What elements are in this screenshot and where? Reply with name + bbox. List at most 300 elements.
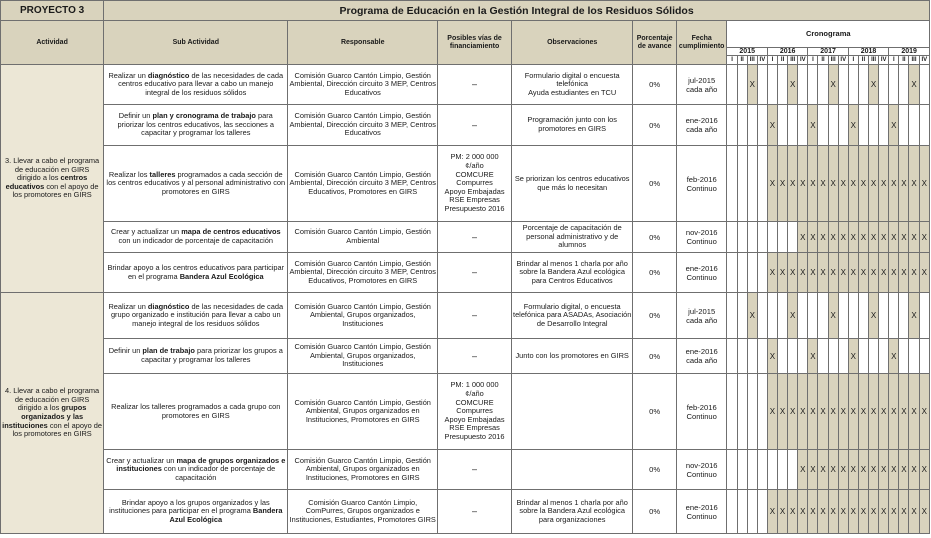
schedule-cell <box>808 65 818 105</box>
schedule-cell <box>798 65 808 105</box>
due-date-line: cada año <box>686 84 718 94</box>
schedule-mark: X <box>909 450 919 490</box>
schedule-mark: X <box>909 490 919 534</box>
observaciones-cell <box>511 374 632 450</box>
progress-percent-line: 0% <box>649 351 661 361</box>
schedule-mark: X <box>848 450 858 490</box>
due-date-line: ene-2016 <box>685 263 718 273</box>
header-responsable: Responsable <box>288 21 438 65</box>
observaciones-cell <box>511 450 632 490</box>
schedule-mark: X <box>889 253 899 293</box>
observaciones-cell-line: Formulario digital, o encuesta telefónica para ASADAs, Asociación de Desarrollo Integral <box>513 301 632 328</box>
sub-activity <box>104 253 288 293</box>
schedule-cell <box>778 105 788 146</box>
schedule-mark: X <box>909 222 919 253</box>
schedule-cell <box>727 490 737 534</box>
text-pre: 3. Llevar a cabo el programa de educación en GIRS dirigido a los <box>5 156 100 183</box>
responsable-cell-line: Comisión Guarco Cantón Limpio, Gestión Ambiental, Dirección circuito 3 MEP, Centros Educativos <box>289 111 436 138</box>
schedule-cell <box>899 339 909 374</box>
schedule-mark: X <box>838 222 848 253</box>
due-date-line: nov-2016 <box>685 228 718 237</box>
responsable-cell-line: Comisión Guarco Cantón Limpio, Gestión Ambiental, Grupos organizados en Instituciones, Promotores en GIRS <box>294 455 431 482</box>
schedule-cell <box>737 105 747 146</box>
responsable-cell-line: Comisión Guarco Cantón Limpio, Gestión Ambiental, Grupos organizados en Instituciones, Promotores en GIRS <box>294 397 431 424</box>
schedule-cell <box>757 339 767 374</box>
text-bold: grupos organizados y las instituciones <box>2 403 87 430</box>
responsable-cell <box>288 146 438 222</box>
observaciones-cell-line: Se priorizan los centros educativos que más lo necesitan <box>514 173 630 192</box>
schedule-mark: X <box>858 222 868 253</box>
financing-cell-line: – <box>472 350 478 361</box>
due-date-line: ene-2016 <box>685 116 718 125</box>
year-header: 2016 <box>767 48 807 56</box>
text-pre: Brindar apoyo a los grupos organizados y las instituciones para participar en el programa <box>109 497 270 516</box>
progress-percent <box>633 253 677 293</box>
schedule-mark: X <box>848 222 858 253</box>
progress-percent <box>633 374 677 450</box>
progress-percent <box>633 490 677 534</box>
financing-cell-line: Presupuesto 2016 <box>444 203 505 213</box>
financing-cell-line: – <box>472 506 478 517</box>
due-date-line: feb-2016 <box>686 174 717 184</box>
schedule-mark: X <box>919 374 929 450</box>
schedule-mark: X <box>899 253 909 293</box>
schedule-cell <box>778 450 788 490</box>
schedule-mark: X <box>858 374 868 450</box>
schedule-cell <box>818 105 828 146</box>
schedule-mark: X <box>869 293 879 339</box>
schedule-cell <box>899 105 909 146</box>
quarter-header: II <box>818 56 828 65</box>
schedule-mark: X <box>767 105 777 146</box>
schedule-mark: X <box>788 490 798 534</box>
schedule-cell <box>767 65 777 105</box>
schedule-cell <box>899 293 909 339</box>
progress-percent-line: 0% <box>649 311 661 320</box>
schedule-mark: X <box>909 65 919 105</box>
text-bold: plan de trabajo <box>142 346 195 356</box>
schedule-cell <box>828 339 838 374</box>
quarter-header: IV <box>879 56 889 65</box>
schedule-mark: X <box>767 146 777 222</box>
schedule-cell <box>727 293 737 339</box>
text-post: de las necesidades de cada centros educativo para llevar a cabo un manejo integral de los residuos sólidos <box>118 70 284 97</box>
schedule-cell <box>798 293 808 339</box>
schedule-cell <box>727 253 737 293</box>
schedule-mark: X <box>828 146 838 222</box>
schedule-cell <box>757 105 767 146</box>
schedule-mark: X <box>808 105 818 146</box>
schedule-mark: X <box>838 374 848 450</box>
schedule-cell <box>788 450 798 490</box>
text-pre: Definir un <box>108 346 143 356</box>
schedule-mark: X <box>808 339 818 374</box>
schedule-mark: X <box>838 490 848 534</box>
schedule-cell <box>727 222 737 253</box>
financing-cell-line: – <box>472 79 478 90</box>
quarter-header: II <box>899 56 909 65</box>
sub-activity <box>104 146 288 222</box>
table-row <box>1 253 930 293</box>
schedule-cell <box>727 105 737 146</box>
text-post: para priorizar los centros educativos, las secciones a capacitar y programar los talleres <box>117 111 275 138</box>
schedule-mark: X <box>919 490 929 534</box>
year-header: 2018 <box>848 48 888 56</box>
text-pre: Definir un <box>118 111 153 121</box>
schedule-mark: X <box>778 253 788 293</box>
schedule-cell <box>919 293 929 339</box>
quarter-header: III <box>909 56 919 65</box>
progress-percent <box>633 65 677 105</box>
schedule-cell <box>919 339 929 374</box>
schedule-cell <box>737 450 747 490</box>
observaciones-cell <box>511 105 632 146</box>
schedule-cell <box>757 146 767 222</box>
financing-cell-line: ¢/año <box>465 389 484 399</box>
schedule-cell <box>838 339 848 374</box>
schedule-cell <box>757 293 767 339</box>
due-date-line: Continuo <box>686 411 717 421</box>
due-date <box>676 374 727 450</box>
schedule-mark: X <box>879 490 889 534</box>
progress-percent-line: 0% <box>649 80 661 89</box>
schedule-cell <box>757 65 767 105</box>
schedule-cell <box>858 105 868 146</box>
schedule-mark: X <box>798 490 808 534</box>
schedule-mark: X <box>767 374 777 450</box>
schedule-cell <box>737 490 747 534</box>
schedule-mark: X <box>869 490 879 534</box>
schedule-mark: X <box>808 146 818 222</box>
year-header: 2017 <box>808 48 848 56</box>
schedule-mark: X <box>778 146 788 222</box>
financing-cell-line: Compurres <box>456 178 493 188</box>
schedule-cell <box>838 293 848 339</box>
schedule-cell <box>778 222 788 253</box>
schedule-cell <box>848 293 858 339</box>
due-date-line: ene-2016 <box>685 502 718 512</box>
schedule-mark: X <box>899 490 909 534</box>
financing-cell-line: COMCURE <box>455 397 494 407</box>
financing-cell-line: COMCURE <box>455 169 494 179</box>
schedule-cell <box>747 146 757 222</box>
schedule-mark: X <box>848 374 858 450</box>
schedule-mark: X <box>919 450 929 490</box>
responsable-cell <box>288 339 438 374</box>
schedule-cell <box>737 65 747 105</box>
due-date-line: Continuo <box>686 237 717 246</box>
observaciones-cell <box>511 490 632 534</box>
text-bold: diagnóstico <box>147 301 190 311</box>
sub-activity <box>104 490 288 534</box>
schedule-mark: X <box>889 374 899 450</box>
schedule-cell <box>838 65 848 105</box>
schedule-cell <box>919 65 929 105</box>
progress-percent <box>633 105 677 146</box>
quarter-header: IV <box>798 56 808 65</box>
header-porcentaje: Porcentaje de avance <box>633 21 677 65</box>
table-row <box>1 222 930 253</box>
progress-percent-line: 0% <box>649 268 661 277</box>
text-bold: Bandera Azul Ecológica <box>169 506 283 524</box>
schedule-cell <box>747 490 757 534</box>
schedule-cell <box>879 105 889 146</box>
progress-percent-line: 0% <box>649 507 661 516</box>
schedule-cell <box>858 65 868 105</box>
schedule-mark: X <box>788 65 798 105</box>
schedule-mark: X <box>808 374 818 450</box>
schedule-mark: X <box>838 253 848 293</box>
schedule-cell <box>737 146 747 222</box>
activity-description <box>1 293 104 534</box>
due-date-line: feb-2016 <box>686 402 717 412</box>
sub-activity <box>104 105 288 146</box>
observaciones-cell <box>511 253 632 293</box>
schedule-mark: X <box>808 490 818 534</box>
schedule-cell <box>757 374 767 450</box>
financing-cell-line: – <box>472 267 478 278</box>
schedule-mark: X <box>828 253 838 293</box>
sub-activity <box>104 65 288 105</box>
schedule-mark: X <box>889 339 899 374</box>
financing-cell-line: – <box>472 310 478 321</box>
quarter-header: I <box>848 56 858 65</box>
schedule-mark: X <box>818 146 828 222</box>
schedule-cell <box>879 339 889 374</box>
schedule-mark: X <box>828 222 838 253</box>
financing-cell-line: Apoyo Embajadas <box>444 186 505 196</box>
schedule-cell <box>788 222 798 253</box>
financing-cell-line: – <box>472 119 478 130</box>
text-bold: mapa de grupos organizados e instituciones <box>116 455 286 474</box>
quarter-header: III <box>788 56 798 65</box>
financing-cell-line: ¢/año <box>465 161 484 171</box>
table-row <box>1 374 930 450</box>
text-bold: centros educativos <box>5 173 88 191</box>
responsable-cell <box>288 253 438 293</box>
schedule-cell <box>919 105 929 146</box>
schedule-mark: X <box>828 293 838 339</box>
schedule-cell <box>778 65 788 105</box>
schedule-mark: X <box>858 490 868 534</box>
schedule-mark: X <box>798 146 808 222</box>
schedule-cell <box>727 65 737 105</box>
header-actividad: Actividad <box>1 21 104 65</box>
observaciones-cell <box>511 146 632 222</box>
observaciones-cell-line: Brindar al menos 1 charla por año sobre la Bandera Azul ecológica para Centros Educativos <box>516 258 628 285</box>
schedule-cell <box>757 222 767 253</box>
schedule-cell <box>858 293 868 339</box>
text-post: de las necesidades de cada grupo organizado e institución para llevar a cabo un manejo integral de los residuos sólidos <box>110 301 284 328</box>
text-post: con un indicador de porcentaje de capacitación <box>118 236 274 245</box>
header-vias-financiamiento: Posibles vías de financiamiento <box>438 21 512 65</box>
schedule-mark: X <box>899 450 909 490</box>
schedule-cell <box>757 450 767 490</box>
schedule-mark: X <box>869 146 879 222</box>
quarter-header: II <box>737 56 747 65</box>
table-row <box>1 105 930 146</box>
program-title: Programa de Educación en la Gestión Integral de los Residuos Sólidos <box>104 1 930 21</box>
text-bold: talleres <box>149 169 176 179</box>
table-row <box>1 65 930 105</box>
sub-activity <box>104 293 288 339</box>
schedule-cell <box>808 293 818 339</box>
schedule-mark: X <box>788 293 798 339</box>
responsable-cell-line: Comisión Guarco Cantón Limpio, Gestión Ambiental <box>294 227 431 245</box>
schedule-mark: X <box>838 450 848 490</box>
responsable-cell-line: Comisión Guarco Cantón Limpio, Gestión Ambiental, Dirección circuito 3 MEP, Centros Educativos <box>289 70 436 97</box>
observaciones-cell-line: Formulario digital o encuesta telefónica <box>524 70 620 89</box>
text-pre: Realizar los <box>108 169 150 179</box>
sub-activity <box>104 339 288 374</box>
text-pre: Crear y actualizar un <box>110 227 182 237</box>
sub-activity <box>104 450 288 490</box>
responsable-cell-line: Comisión Guarco Cantón Limpio, Gestión Ambiental, Dirección circuito 3 MEP, Centros Educativos, Promotores en GIRS <box>289 258 436 285</box>
schedule-mark: X <box>858 146 868 222</box>
schedule-mark: X <box>767 339 777 374</box>
due-date-line: cada año <box>686 315 718 325</box>
schedule-cell <box>879 65 889 105</box>
schedule-mark: X <box>828 65 838 105</box>
schedule-mark: X <box>858 253 868 293</box>
schedule-mark: X <box>869 65 879 105</box>
due-date <box>676 490 727 534</box>
quarter-header: I <box>808 56 818 65</box>
schedule-mark: X <box>879 146 889 222</box>
schedule-mark: X <box>798 374 808 450</box>
schedule-mark: X <box>788 146 798 222</box>
table-row <box>1 293 930 339</box>
schedule-cell <box>737 253 747 293</box>
schedule-mark: X <box>879 450 889 490</box>
due-date <box>676 105 727 146</box>
financing-cell <box>438 374 512 450</box>
financing-cell <box>438 293 512 339</box>
due-date-line: cada año <box>686 356 718 365</box>
progress-percent <box>633 339 677 374</box>
observaciones-cell-line: Junto con los promotores en GIRS <box>515 350 629 360</box>
due-date <box>676 222 727 253</box>
financing-cell-line: Presupuesto 2016 <box>444 431 505 441</box>
schedule-cell <box>858 339 868 374</box>
schedule-mark: X <box>919 146 929 222</box>
table-row <box>1 146 930 222</box>
schedule-mark: X <box>838 146 848 222</box>
quarter-header: II <box>858 56 868 65</box>
schedule-cell <box>727 146 737 222</box>
progress-percent <box>633 146 677 222</box>
text-pre: Realizar un <box>108 70 148 80</box>
financing-cell-line: – <box>472 464 478 475</box>
text-pre: 4. Llevar a cabo el programa de educación en GIRS dirigido a los <box>5 386 100 413</box>
financing-cell-line: PM: 2 000 000 <box>450 152 499 162</box>
year-header: 2015 <box>727 48 767 56</box>
financing-cell <box>438 105 512 146</box>
schedule-cell <box>778 293 788 339</box>
text-bold: Bandera Azul Ecológica <box>179 271 264 281</box>
schedule-mark: X <box>818 374 828 450</box>
progress-percent <box>633 222 677 253</box>
responsable-cell <box>288 490 438 534</box>
observaciones-cell-line: Ayuda estudiantes en TCU <box>528 87 617 97</box>
text-bold: plan y cronograma de trabajo <box>152 111 256 121</box>
schedule-mark: X <box>828 450 838 490</box>
schedule-cell <box>737 222 747 253</box>
observaciones-cell-line: Porcentaje de capacitación de personal administrativo y de alumnos <box>522 223 622 250</box>
responsable-cell-line: Comisión Guarco Cantón Limpio, Gestión Ambiental, Grupos organizados, Instituciones <box>294 301 431 328</box>
schedule-cell <box>767 450 777 490</box>
schedule-cell <box>747 339 757 374</box>
progress-percent-line: 0% <box>649 407 661 416</box>
progress-percent-line: 0% <box>649 232 661 242</box>
schedule-mark: X <box>788 253 798 293</box>
due-date <box>676 293 727 339</box>
progress-percent <box>633 450 677 490</box>
due-date-line: jul-2015 <box>688 306 716 316</box>
schedule-mark: X <box>848 253 858 293</box>
text-pre: Realizar los talleres programados a cada grupo con promotores en GIRS <box>111 401 281 420</box>
schedule-cell <box>747 374 757 450</box>
schedule-mark: X <box>869 374 879 450</box>
responsable-cell <box>288 222 438 253</box>
schedule-mark: X <box>899 374 909 450</box>
quarter-header: III <box>747 56 757 65</box>
financing-cell <box>438 339 512 374</box>
schedule-mark: X <box>767 490 777 534</box>
schedule-mark: X <box>848 490 858 534</box>
schedule-mark: X <box>808 253 818 293</box>
schedule-mark: X <box>899 146 909 222</box>
text-bold: mapa de centros educativos <box>181 227 281 237</box>
sub-activity <box>104 374 288 450</box>
schedule-mark: X <box>848 105 858 146</box>
progress-percent-line: 0% <box>649 465 661 474</box>
text-post: con el apoyo de los promotores en GIRS <box>12 181 99 200</box>
financing-cell <box>438 222 512 253</box>
schedule-cell <box>767 222 777 253</box>
schedule-mark: X <box>889 490 899 534</box>
schedule-cell <box>869 105 879 146</box>
schedule-mark: X <box>858 450 868 490</box>
sub-activity <box>104 222 288 253</box>
schedule-cell <box>869 339 879 374</box>
due-date <box>676 65 727 105</box>
progress-percent-line: 0% <box>649 120 661 130</box>
responsable-cell <box>288 105 438 146</box>
financing-cell <box>438 490 512 534</box>
schedule-mark: X <box>869 253 879 293</box>
schedule-cell <box>818 339 828 374</box>
table-row <box>1 490 930 534</box>
schedule-cell <box>767 293 777 339</box>
schedule-mark: X <box>828 374 838 450</box>
observaciones-cell-line: Programación junto con los promotores en GIRS <box>527 115 617 133</box>
observaciones-cell-line: Brindar al menos 1 charla por año sobre la Bandera Azul ecológica para organizaciones <box>516 497 628 524</box>
schedule-mark: X <box>808 450 818 490</box>
schedule-mark: X <box>818 450 828 490</box>
schedule-mark: X <box>909 374 919 450</box>
schedule-mark: X <box>788 374 798 450</box>
schedule-mark: X <box>818 490 828 534</box>
schedule-cell <box>757 490 767 534</box>
schedule-mark: X <box>848 146 858 222</box>
quarter-header: IV <box>757 56 767 65</box>
schedule-mark: X <box>818 253 828 293</box>
schedule-mark: X <box>889 222 899 253</box>
due-date-line: Continuo <box>686 272 717 282</box>
financing-cell-line: RSE Empresas <box>449 195 500 205</box>
schedule-mark: X <box>767 253 777 293</box>
